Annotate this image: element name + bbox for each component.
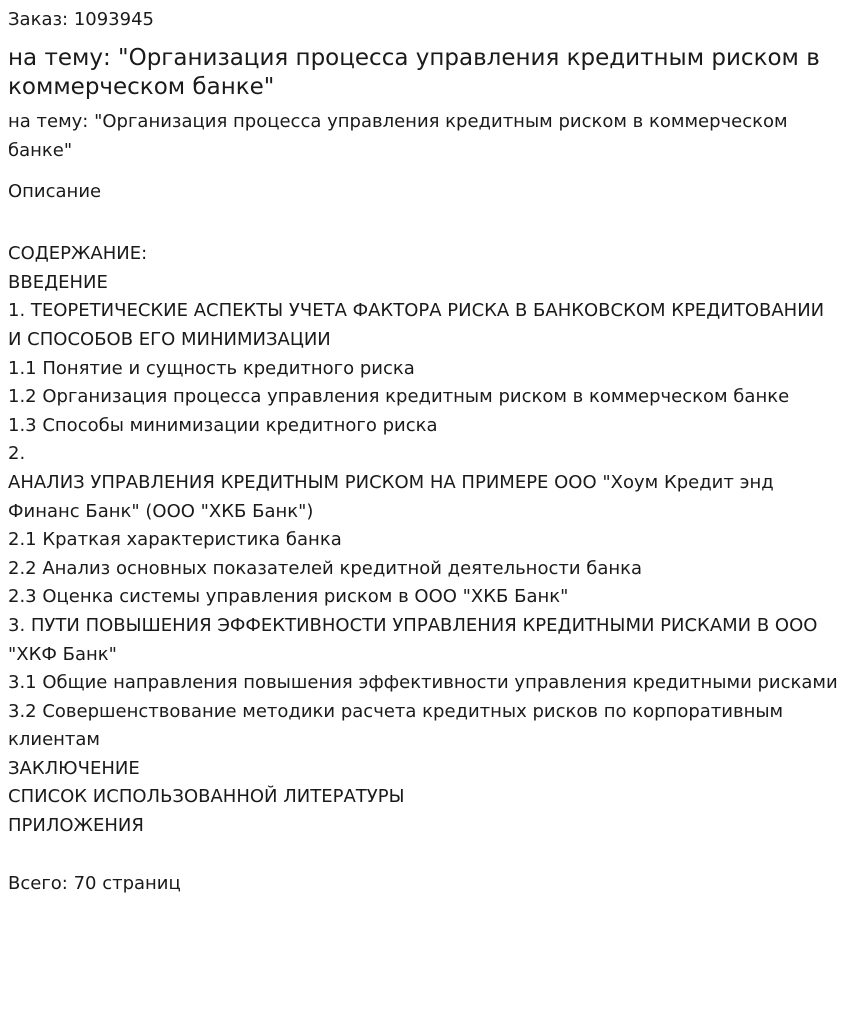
toc-heading: СОДЕРЖАНИЕ: bbox=[8, 243, 148, 265]
order-number: Заказ: 1093945 bbox=[8, 9, 154, 30]
toc-item: 2.3 Оценка системы управления риском в ООО "ХКБ Банк" bbox=[8, 586, 569, 608]
toc-item: 2.1 Краткая характеристика банка bbox=[8, 529, 342, 551]
toc-item: 1.1 Понятие и сущность кредитного риска bbox=[8, 357, 415, 379]
toc-item: 3.1 Общие направления повышения эффективности управления кредитными рисками bbox=[8, 672, 838, 694]
toc-item: ЗАКЛЮЧЕНИЕ bbox=[8, 757, 140, 779]
toc-item: 3. ПУТИ ПОВЫШЕНИЯ ЭФФЕКТИВНОСТИ УПРАВЛЕНИЯ КРЕДИТНЫМИ РИСКАМИ В ООО "ХКФ Банк" bbox=[8, 614, 818, 665]
toc-item: ВВЕДЕНИЕ bbox=[8, 271, 108, 293]
toc-item: 2.2 Анализ основных показателей кредитной деятельности банка bbox=[8, 557, 643, 579]
toc-item: ПРИЛОЖЕНИЯ bbox=[8, 815, 144, 837]
toc-item: 2. bbox=[8, 443, 26, 465]
toc-item: 1.2 Организация процесса управления кредитным риском в коммерческом банке bbox=[8, 386, 790, 408]
page-subtitle: на тему: "Организация процесса управления кредитным риском в коммерческом банке" bbox=[8, 111, 788, 161]
toc-item: АНАЛИЗ УПРАВЛЕНИЯ КРЕДИТНЫМ РИСКОМ НА ПРИМЕРЕ ООО "Хоум Кредит энд Финанс Банк" (ООО "ХКБ Банк") bbox=[8, 471, 774, 522]
toc-item: 1.3 Способы минимизации кредитного риска bbox=[8, 414, 438, 436]
description-label: Описание bbox=[8, 181, 102, 203]
total-pages: Всего: 70 страниц bbox=[8, 872, 181, 894]
toc-item: 1. ТЕОРЕТИЧЕСКИЕ АСПЕКТЫ УЧЕТА ФАКТОРА РИСКА В БАНКОВСКОМ КРЕДИТОВАНИИ И СПОСОБОВ ЕГО МИНИМИЗАЦИИ bbox=[8, 300, 825, 350]
toc-item: СПИСОК ИСПОЛЬЗОВАННОЙ ЛИТЕРАТУРЫ bbox=[8, 786, 405, 808]
table-of-contents bbox=[8, 240, 839, 840]
toc-item: 3.2 Совершенствование методики расчета кредитных рисков по корпоративным клиентам bbox=[8, 700, 784, 751]
page-title: на тему: "Организация процесса управления кредитным риском в коммерческом банке" bbox=[8, 45, 820, 100]
